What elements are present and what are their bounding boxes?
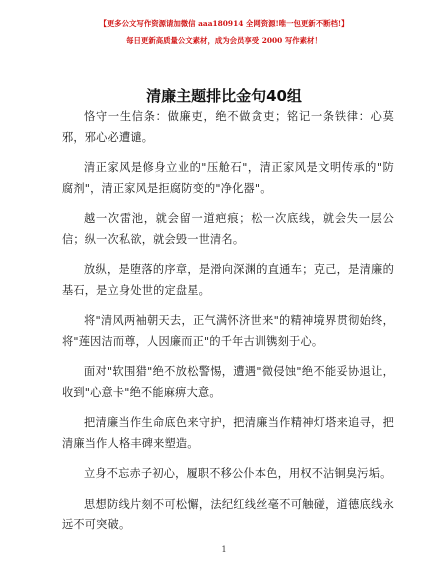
paragraph-7: 把清廉当作生命底色来守护，把清廉当作精神灯塔来追寻，把清廉当作人格丰碑来塑造。 (62, 416, 394, 450)
paragraph-6: 面对"软围猎"绝不放松警惕，遭遇"微侵蚀"绝不能妥协退让，收到"心意卡"绝不能麻痹大意。 (62, 365, 394, 399)
paragraph-1: 恪守一生信条：做廉吏，绝不做贪吏；铭记一条铁律：心莫邪，邪心必遭谴。 (62, 110, 394, 144)
paragraph-4: 放纵，是堕落的序章，是滑向深渊的直通车；克己，是清廉的基石，是立身处世的定盘星。 (62, 263, 394, 297)
paragraph-8: 立身不忘赤子初心，履职不移公仆本色，用权不沾铜臭污垢。 (84, 467, 392, 480)
paragraph-2: 清正家风是修身立业的"压舱石"，清正家风是文明传承的"防腐剂"，清正家风是拒腐防变的"净化器"。 (62, 161, 394, 195)
promo-banner-line-1: 【更多公文写作资源请加微信 aaa180914 全网资源!唯一包更新不断档!】 (99, 19, 349, 28)
document-title: 清廉主题排比金句40组 (146, 87, 302, 105)
paragraph-5: 将"清风两袖朝天去，正气满怀济世来"的精神境界贯彻始终，将"莲因洁而尊，人因廉而正"的千年古训镌刻于心。 (62, 314, 394, 348)
page-number: 1 (221, 545, 227, 554)
promo-banner-line-2: 每日更新高质量公文素材，成为会员享受 2000 写作素材！ (126, 36, 322, 45)
paragraph-3: 越一次雷池，就会留一道疤痕；松一次底线，就会失一层公信；纵一次私欲，就会毁一世清名。 (62, 212, 394, 246)
paragraph-9: 思想防线片刻不可松懈，法纪红线丝毫不可触碰，道德底线永远不可突破。 (62, 497, 394, 531)
document-body (62, 107, 394, 546)
